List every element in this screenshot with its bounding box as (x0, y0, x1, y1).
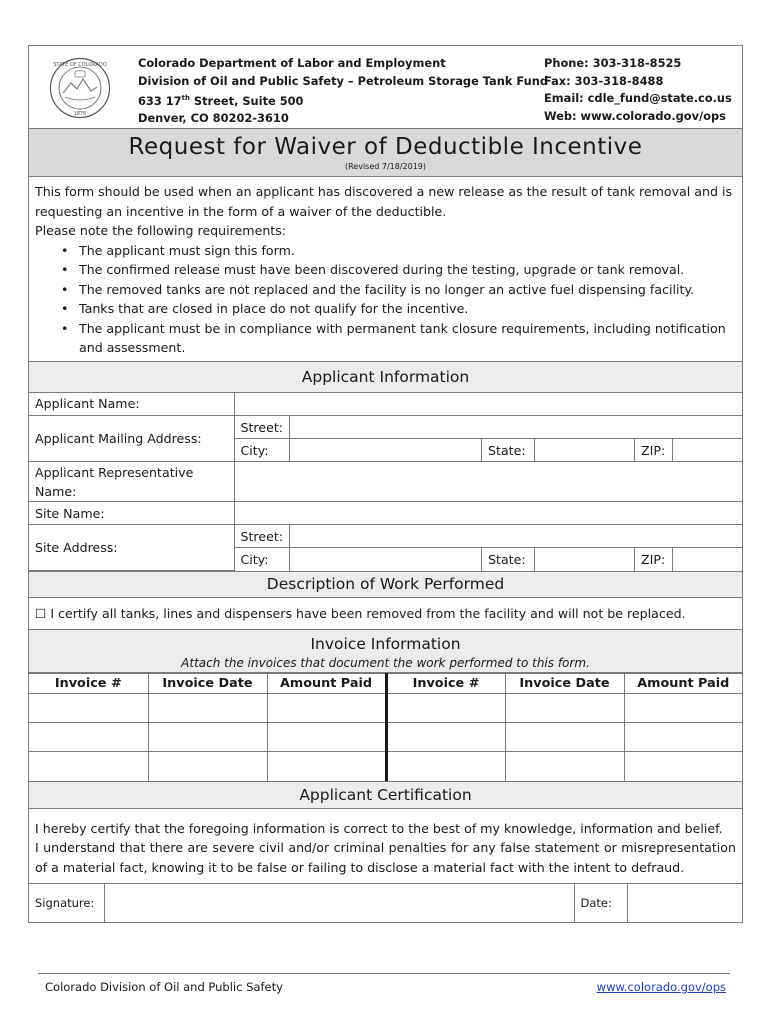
signature-table (29, 884, 742, 922)
invoice-section-heading (29, 630, 742, 673)
invoice-cell[interactable] (505, 694, 624, 723)
signature-row-wrap (29, 884, 742, 922)
certification-paragraph-2: I understand that there are severe civil and/or criminal penalties for any false statement or misrepresentation of a material fact, knowing it to be false or failing to disclose a material fact with the intent to defraud. (35, 840, 736, 875)
invoice-cell[interactable] (29, 723, 148, 752)
footer-division: Colorado Division of Oil and Public Safety (45, 980, 283, 994)
mailing-street-field[interactable] (290, 416, 742, 439)
mailing-address-label: Applicant Mailing Address: (29, 416, 234, 462)
page-title: Request for Waiver of Deductible Incentive (128, 134, 643, 160)
applicant-info-table (29, 393, 742, 572)
mailing-state-label: State: (482, 439, 535, 462)
invoice-cell[interactable] (148, 723, 267, 752)
applicant-name-label: Applicant Name: (29, 393, 234, 416)
site-state-label: State: (482, 548, 535, 571)
form-header (29, 46, 742, 129)
street-address: 633 17th Street, Suite 500 (138, 93, 304, 108)
site-name-label: Site Name: (29, 502, 234, 525)
invoice-header-row (29, 674, 742, 694)
mailing-city-field[interactable] (290, 439, 482, 462)
phone-number: Phone: 303-318-8525 (544, 56, 682, 70)
requirement-item: • The removed tanks are not replaced and the facility is no longer an active fuel dispensing facility. (61, 280, 736, 300)
mailing-state-field[interactable] (535, 439, 635, 462)
invoice-cell[interactable] (148, 694, 267, 723)
invoice-col-header: Invoice Date (148, 674, 267, 694)
site-state-field[interactable] (535, 548, 635, 571)
revision-date: (Revised 7/18/2019) (344, 162, 427, 171)
invoice-subheading: Attach the invoices that document the work performed to this form. (181, 656, 590, 670)
site-address-label: Site Address: (29, 525, 234, 571)
invoice-table (29, 673, 742, 781)
invoice-cell[interactable] (505, 723, 624, 752)
work-performed-heading: Description of Work Performed (29, 572, 742, 598)
invoice-cell[interactable] (148, 752, 267, 781)
mailing-street-label: Street: (234, 416, 290, 439)
email-address[interactable]: Email: cdle_fund@state.co.us (544, 91, 732, 105)
invoice-heading: Invoice Information (310, 635, 461, 653)
invoice-row (29, 752, 742, 781)
site-zip-label: ZIP: (635, 548, 673, 571)
invoice-col-header: Invoice # (386, 674, 505, 694)
certification-heading: Applicant Certification (29, 782, 742, 809)
certification-paragraph-1: I hereby certify that the foregoing information is correct to the best of my knowledge, information and belief. (35, 820, 723, 836)
colorado-state-seal-icon (49, 57, 111, 119)
invoice-cell[interactable] (505, 752, 624, 781)
seal-top-text: STATE OF COLORADO (53, 62, 107, 68)
site-street-field[interactable] (290, 525, 742, 548)
site-name-field[interactable] (234, 502, 742, 525)
agency-block (138, 55, 548, 128)
agency-name: Colorado Department of Labor and Employment (138, 56, 446, 70)
invoice-row (29, 694, 742, 723)
city-address: Denver, CO 80202-3610 (138, 111, 289, 126)
invoice-row (29, 723, 742, 752)
requirements-note: Please note the following requirements: (35, 223, 287, 238)
requirement-item: • The applicant must sign this form. (61, 241, 736, 261)
invoice-col-header: Amount Paid (267, 674, 386, 694)
mailing-city-label: City: (234, 439, 290, 462)
intro-paragraph: This form should be used when an applicant has discovered a new release as the result of tank removal and is requesting an incentive in the form of a waiver of the deductible. (35, 184, 733, 219)
site-zip-field[interactable] (673, 548, 742, 571)
invoice-cell[interactable] (267, 694, 386, 723)
applicant-name-field[interactable] (234, 393, 742, 416)
representative-name-field[interactable] (234, 462, 742, 502)
waiver-form (28, 45, 743, 923)
requirements-list (61, 241, 736, 358)
invoice-col-header: Invoice # (29, 674, 148, 694)
removal-checkbox[interactable]: ☐ (35, 606, 47, 621)
invoice-cell[interactable] (624, 694, 742, 723)
invoice-cell[interactable] (624, 752, 742, 781)
intro-section (29, 177, 742, 362)
invoice-cell[interactable] (267, 723, 386, 752)
requirement-item: • The applicant must be in compliance with permanent tank closure requirements, including notification and assessment. (61, 319, 736, 358)
invoice-cell[interactable] (624, 723, 742, 752)
site-city-label: City: (234, 548, 290, 571)
representative-name-label: Applicant Representative Name: (29, 462, 234, 502)
page-footer (38, 973, 730, 997)
removal-certification-text: I certify all tanks, lines and dispensers have been removed from the facility and will not be replaced. (50, 606, 686, 621)
applicant-info-table-wrap (29, 393, 742, 573)
division-name: Division of Oil and Public Safety – Petroleum Storage Tank Fund (138, 73, 548, 88)
fax-number: Fax: 303-318-8488 (544, 73, 664, 88)
signature-label: Signature: (29, 884, 104, 922)
site-street-label: Street: (234, 525, 290, 548)
website[interactable]: Web: www.colorado.gov/ops (544, 108, 726, 123)
invoice-cell[interactable] (29, 694, 148, 723)
mailing-zip-label: ZIP: (635, 439, 673, 462)
invoice-cell[interactable] (386, 752, 505, 781)
mailing-zip-field[interactable] (673, 439, 742, 462)
removal-certification (29, 598, 742, 630)
invoice-cell[interactable] (267, 752, 386, 781)
signature-field[interactable] (104, 884, 574, 922)
seal-year: 1876 (73, 111, 87, 117)
title-bar (29, 129, 742, 177)
invoice-col-header: Invoice Date (505, 674, 624, 694)
invoice-cell[interactable] (386, 694, 505, 723)
invoice-col-header: Amount Paid (624, 674, 742, 694)
applicant-info-heading: Applicant Information (29, 362, 742, 393)
requirement-item: • The confirmed release must have been discovered during the testing, upgrade or tank removal. (61, 260, 736, 280)
certification-text (29, 809, 742, 885)
site-city-field[interactable] (290, 548, 482, 571)
contact-block (544, 55, 732, 125)
date-label: Date: (574, 884, 627, 922)
date-field[interactable] (627, 884, 742, 922)
invoice-cell[interactable] (29, 752, 148, 781)
requirement-item: • Tanks that are closed in place do not qualify for the incentive. (61, 299, 736, 319)
invoice-table-wrap (29, 673, 742, 782)
footer-link[interactable]: www.colorado.gov/ops (596, 980, 726, 994)
invoice-cell[interactable] (386, 723, 505, 752)
